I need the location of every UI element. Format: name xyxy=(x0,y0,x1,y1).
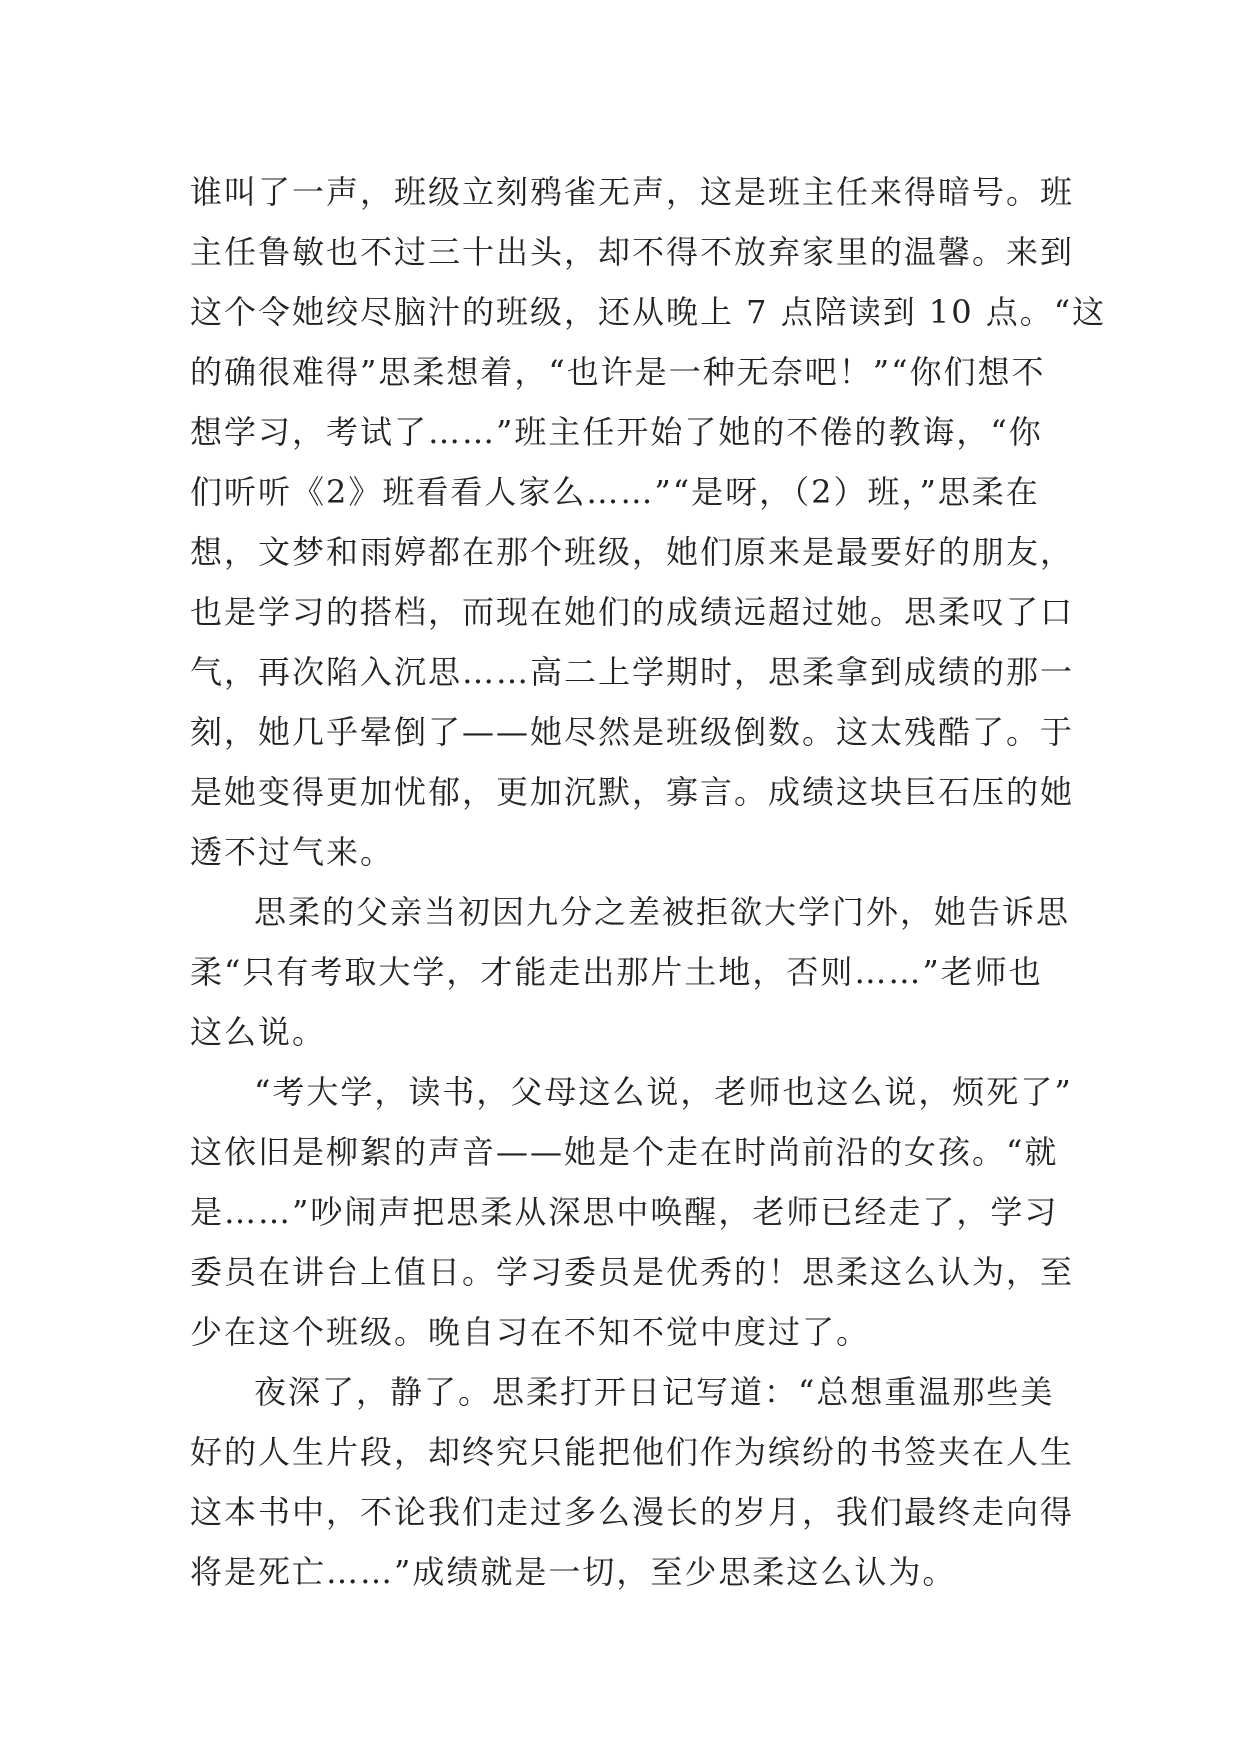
text-line: 谁叫了一声，班级立刻鸦雀无声，这是班主任来得暗号。班 xyxy=(190,173,1075,211)
text-line: 这个令她绞尽脑汁的班级，还从晚上 7 点陪读到 10 点。“这 xyxy=(190,293,1107,331)
body-text xyxy=(190,162,1107,1602)
text-line: 的确很难得”思柔想着，“也许是一种无奈吧！”“你们想不 xyxy=(190,353,1046,391)
text-line: 主任鲁敏也不过三十出头，却不得不放弃家里的温馨。来到 xyxy=(190,233,1075,271)
text-line: 想学习，考试了……”班主任开始了她的不倦的教诲，“你 xyxy=(190,413,1043,451)
text-line: 柔“只有考取大学，才能走出那片土地，否则……”老师也 xyxy=(190,953,1043,991)
text-line: 透不过气来。 xyxy=(190,833,395,871)
text-line: 是她变得更加忧郁，更加沉默，寡言。成绩这块巨石压的她 xyxy=(190,773,1075,811)
text-line: 们听听《2》班看看人家么……”“是呀，（2）班，”思柔在 xyxy=(190,473,1040,511)
text-line: 是……”吵闹声把思柔从深思中唤醒，老师已经走了，学习 xyxy=(190,1193,1059,1231)
text-line: 这依旧是柳絮的声音——她是个走在时尚前沿的女孩。“就 xyxy=(190,1133,1059,1171)
text-line: 这本书中，不论我们走过多么漫长的岁月，我们最终走向得 xyxy=(190,1493,1075,1531)
text-line: 好的人生片段，却终究只能把他们作为缤纷的书签夹在人生 xyxy=(190,1433,1075,1471)
text-line: 少在这个班级。晚自习在不知不觉中度过了。 xyxy=(190,1313,871,1351)
text-line: 将是死亡……”成绩就是一切，至少思柔这么认为。 xyxy=(190,1553,957,1591)
text-line: 这么说。 xyxy=(190,1013,327,1051)
paragraph-first-line: “考大学，读书，父母这么说，老师也这么说，烦死了” xyxy=(254,1073,1073,1111)
text-line: 也是学习的搭档，而现在她们的成绩远超过她。思柔叹了口 xyxy=(190,593,1075,631)
paragraph-first-line: 夜深了，静了。思柔打开日记写道：“总想重温那些美 xyxy=(254,1373,1055,1411)
text-line: 刻，她几乎晕倒了——她尽然是班级倒数。这太残酷了。于 xyxy=(190,713,1075,751)
text-line: 气，再次陷入沉思……高二上学期时，思柔拿到成绩的那一 xyxy=(190,653,1075,691)
paragraph-first-line: 思柔的父亲当初因九分之差被拒欲大学门外，她告诉思 xyxy=(254,893,1071,931)
text-line: 想，文梦和雨婷都在那个班级，她们原来是最要好的朋友， xyxy=(190,533,1075,571)
text-line: 委员在讲台上值日。学习委员是优秀的！思柔这么认为，至 xyxy=(190,1253,1075,1291)
